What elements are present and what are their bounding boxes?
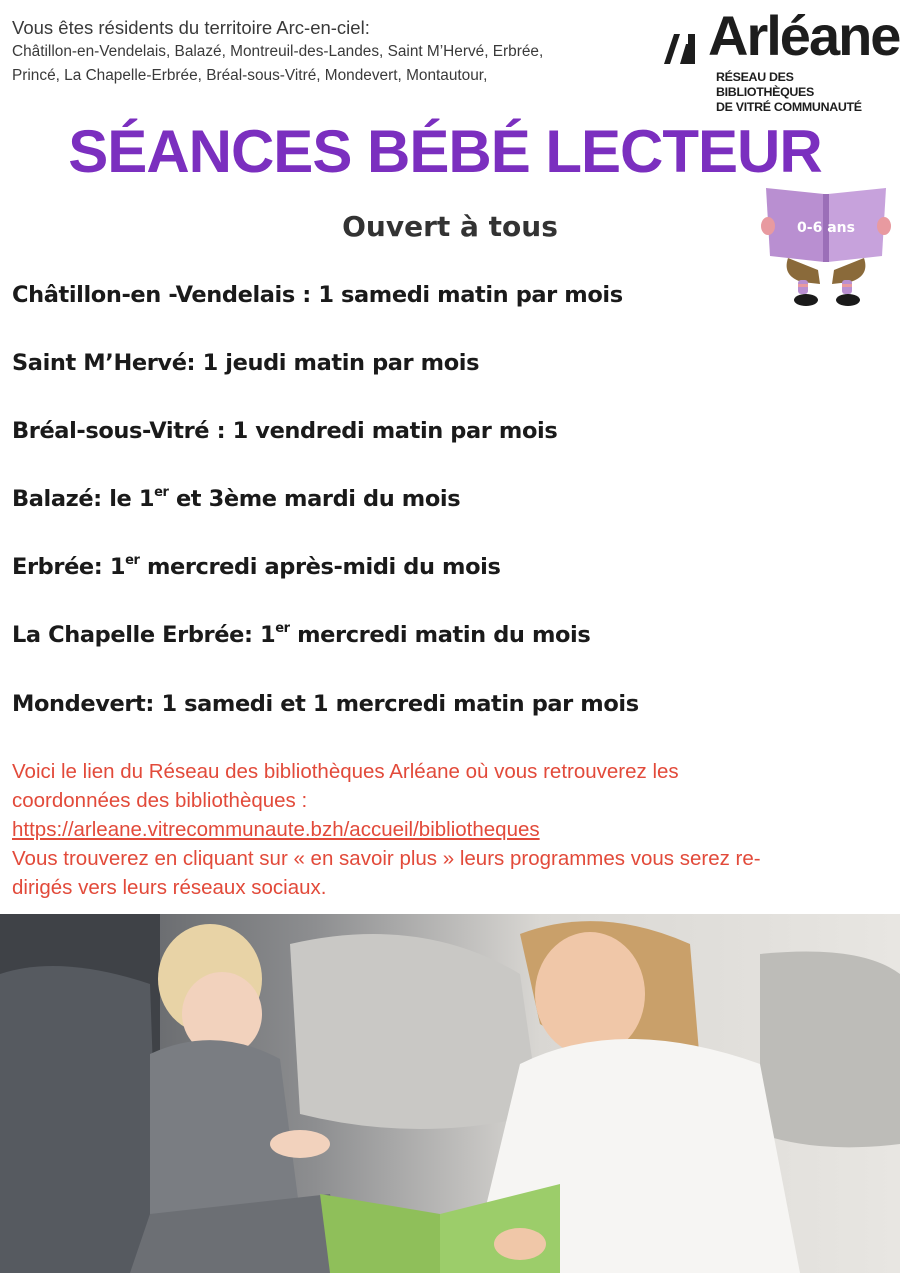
page-title: SÉANCES BÉBÉ LECTEUR [68, 118, 822, 185]
info-line-4: Vous trouverez en cliquant sur « en savoir plus » leurs programmes vous serez re- [12, 847, 761, 870]
arleane-logo [662, 4, 900, 114]
libraries-link[interactable]: https://arleane.vitrecommunaute.bzh/accueil/bibliotheques [12, 818, 540, 841]
info-paragraph [12, 757, 882, 902]
intro-line-3: Princé, La Chapelle-Erbrée, Bréal-sous-Vitré, Mondevert, Montautour, [12, 67, 488, 84]
schedule-item-saint-mherve: Saint M’Hervé: 1 jeudi matin par mois [12, 350, 480, 376]
schedule-item-mondevert: Mondevert: 1 samedi et 1 mercredi matin par mois [12, 691, 639, 717]
schedule-text: Balazé: le 1 [12, 486, 155, 512]
info-line-2: coordonnées des bibliothèques : [12, 789, 308, 812]
info-line-5: dirigés vers leurs réseaux sociaux. [12, 876, 327, 899]
age-badge: 0-6 ans [797, 220, 855, 236]
schedule-text: Erbrée: 1 [12, 554, 126, 580]
logo-subtitle [716, 70, 894, 115]
logo-sub-line-1: RÉSEAU DES BIBLIOTHÈQUES [716, 70, 814, 99]
schedule-item-erbree [12, 554, 500, 580]
reading-photo [0, 914, 900, 1273]
intro-line-1: Vous êtes résidents du territoire Arc-en-ciel: [12, 17, 370, 38]
schedule-item-balaze [12, 486, 460, 512]
schedule-text: et 3ème mardi du mois [168, 486, 461, 512]
ordinal-suffix: er [154, 484, 169, 500]
intro-text [12, 16, 662, 88]
logo-name: Arléane [708, 4, 900, 67]
intro-line-2: Châtillon-en-Vendelais, Balazé, Montreuil-des-Landes, Saint M’Hervé, Erbrée, [12, 43, 544, 60]
ordinal-suffix: er [275, 620, 290, 636]
logo-sub-line-2: DE VITRÉ COMMUNAUTÉ [716, 100, 862, 114]
child-reading-book-icon [758, 180, 894, 312]
page-subtitle: Ouvert à tous [342, 210, 558, 243]
info-line-1: Voici le lien du Réseau des bibliothèques Arléane où vous retrouverez les [12, 760, 679, 783]
schedule-item-la-chapelle-erbree [12, 622, 590, 648]
schedule-text: mercredi matin du mois [289, 622, 591, 648]
schedule-text: mercredi après-midi du mois [139, 554, 501, 580]
ordinal-suffix: er [125, 552, 140, 568]
schedule-item-breal: Bréal-sous-Vitré : 1 vendredi matin par mois [12, 418, 558, 444]
logo-mark-icon [662, 32, 706, 66]
schedule-item-chatillon: Châtillon-en -Vendelais : 1 samedi matin par mois [12, 282, 623, 308]
schedule-text: La Chapelle Erbrée: 1 [12, 622, 276, 648]
